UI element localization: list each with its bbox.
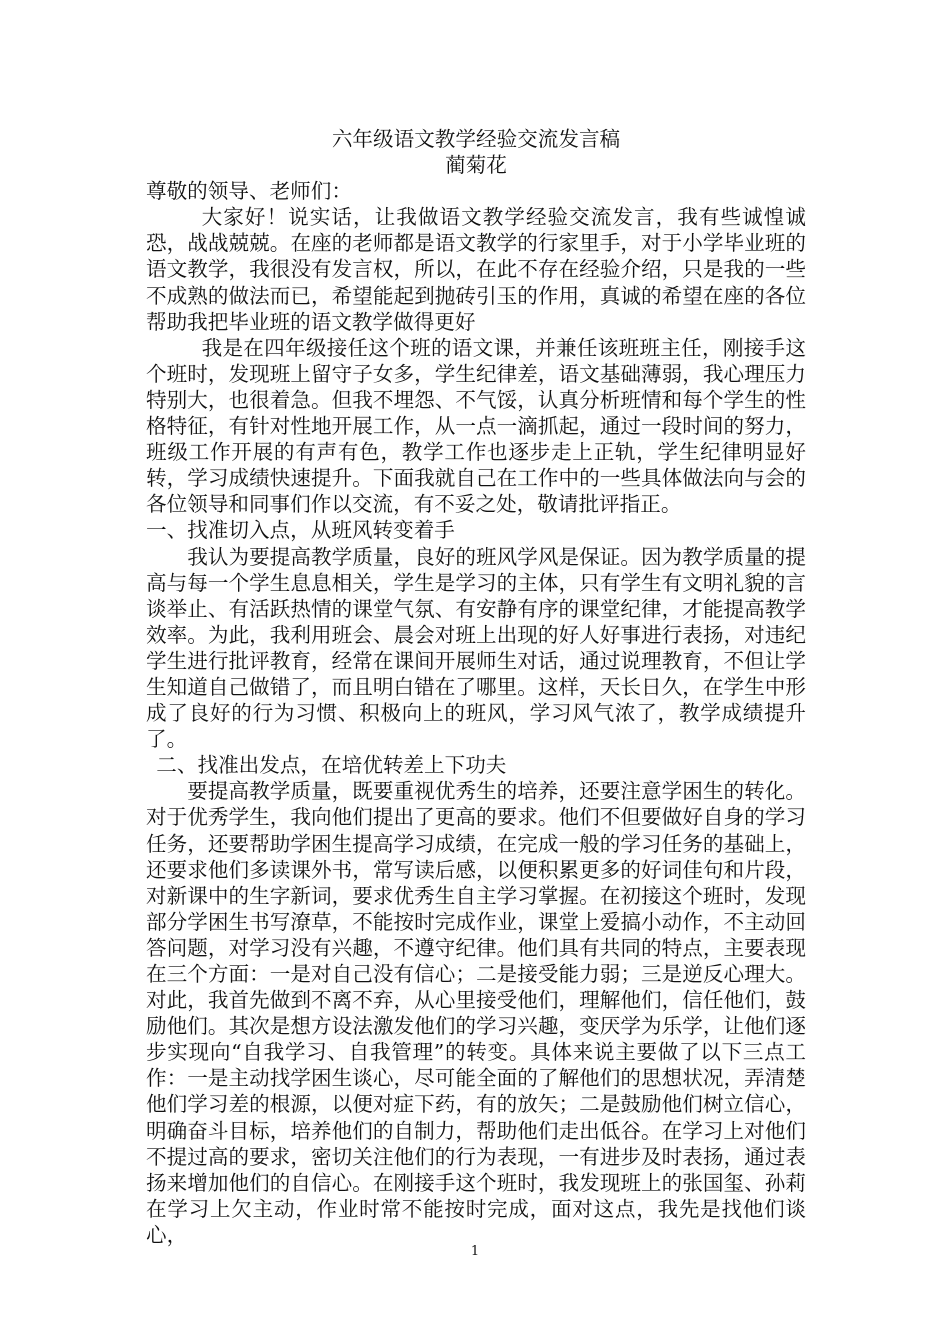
greeting: 尊敬的领导、老师们： [146,179,352,204]
intro-paragraph-1: 大家好！说实话，让我做语文教学经验交流发言，我有些诚惶诚恐，战战兢兢。在座的老师都是语文教学的行家里手，对于小学毕业班的语文教学，我很没有发言权，所以，在此不存在经验介绍，只是我的一些不成熟的做法而已，希望能起到抛砖引玉的作用，真诚的希望在座的各位帮助我把毕业班的语文教学做得更好 [146,205,806,334]
page-number: 1 [470,1244,480,1259]
document-body [146,126,806,1248]
author-name: 蔺菊花 [445,153,507,178]
section-heading-1: 一、找准切入点，从班风转变着手 [146,518,455,543]
section-heading-2: 二、找准出发点，在培优转差上下功夫 [156,753,507,778]
section2-paragraph: 要提高教学质量，既要重视优秀生的培养，还要注意学困生的转化。对于优秀学生，我向他们提出了更高的要求。他们不但要做好自身的学习任务，还要帮助学困生提高学习成绩，在完成一般的学习任务的基础上，还要求他们多读课外书，常写读后感，以便积累更多的好词佳句和片段，对新课中的生字新词，要求优秀生自主学习掌握。在初接这个班时，发现部分学困生书写潦草，不能按时完成作业，课堂上爱搞小动作，不主动回答问题，对学习没有兴趣，不遵守纪律。他们具有共同的特点，主要表现在三个方面：一是对自己没有信心；二是接受能力弱；三是逆反心理大。对此，我首先做到不离不弃，从心里接受他们，理解他们，信任他们，鼓励他们。其次是想方设法激发他们的学习兴趣，变厌学为乐学，让他们逐步实现向“自我学习、自我管理”的转变。具体来说主要做了以下三点工作：一是主动找学困生谈心，尽可能全面的了解他们的思想状况，弄清楚他们学习差的根源，以便对症下药，有的放矢；二是鼓励他们树立信心，明确奋斗目标，培养他们的自制力，帮助他们走出低谷。在学习上对他们不提过高的要求，密切关注他们的行为表现，一有进步及时表扬，通过表扬来增加他们的自信心。在刚接手这个班时，我发现班上的张国玺、孙莉在学习上欠主动，作业时常不能按时完成，面对这点，我先是找他们谈心， [146,779,806,1247]
document-title: 六年级语文教学经验交流发言稿 [331,127,621,151]
intro-paragraph-2: 我是在四年级接任这个班的语文课，并兼任该班班主任，刚接手这个班时，发现班上留守子女多，学生纪律差，语文基础薄弱，我心理压力特别大，也很着急。但我不埋怨、不气馁，认真分析班情和每个学生的性格特征，有针对性地开展工作，从一点一滴抓起，通过一段时间的努力，班级工作开展的有声有色，教学工作也逐步走上正轨，学生纪律明显好转，学习成绩快速提升。下面我就自己在工作中的一些具体做法向与会的各位领导和同事们作以交流，有不妥之处，敬请批评指正。 [146,335,806,517]
section1-paragraph: 我认为要提高教学质量，良好的班风学风是保证。因为教学质量的提高与每一个学生息息相关，学生是学习的主体，只有学生有文明礼貌的言谈举止、有活跃热情的课堂气氛、有安静有序的课堂纪律，才能提高教学效率。为此，我利用班会、晨会对班上出现的好人好事进行表扬，对违纪学生进行批评教育，经常在课间开展师生对话，通过说理教育，不但让学生知道自己做错了，而且明白错在了哪里。这样，天长日久，在学生中形成了良好的行为习惯、积极向上的班风，学习风气浓了，教学成绩提升了。 [146,544,806,752]
